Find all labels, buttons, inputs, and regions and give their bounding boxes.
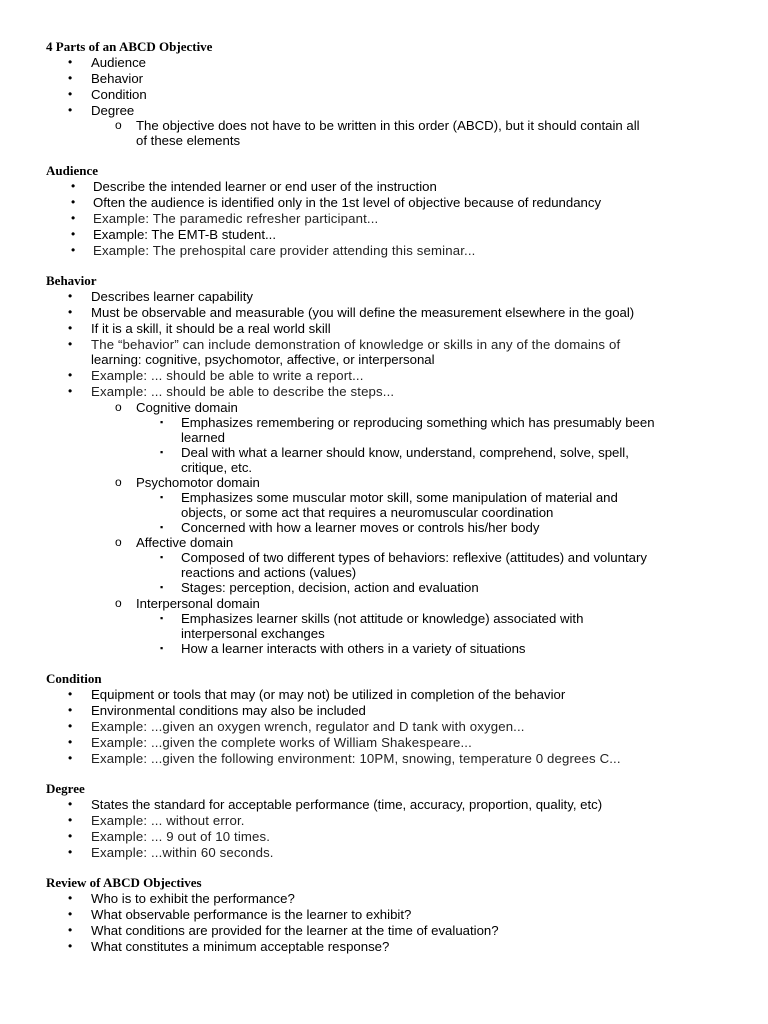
list-item: Often the audience is identified only in the 1st level of objective because of redundancy [93,195,602,210]
bullet-icon: • [68,829,73,843]
bullet-icon: • [68,687,73,701]
list-item: Example: ... 9 out of 10 times. [91,829,271,844]
bullet-icon: • [68,891,73,905]
bullet-icon: • [68,797,73,811]
bullet-icon: • [71,227,76,241]
domain-line: objects, or some act that requires a neuromuscular coordination [181,505,554,520]
square-bullet-icon: ▪ [160,582,164,592]
bullet-icon: • [68,337,73,351]
bullet-icon: • [68,55,73,69]
list-item: Equipment or tools that may (or may not) be utilized in completion of the behavior [91,687,566,702]
square-bullet-icon: ▪ [160,417,164,427]
bullet-icon: • [68,305,73,319]
section-heading-degree: Degree [46,781,85,796]
bullet-icon: • [71,179,76,193]
bullet-icon: • [68,751,73,765]
section-heading-review: Review of ABCD Objectives [46,875,202,890]
bullet-icon: • [68,939,73,953]
bullet-icon: • [68,103,73,117]
bullet-icon: • [68,384,73,398]
domain-label: Cognitive domain [136,400,238,415]
domain-line: Emphasizes learner skills (not attitude or knowledge) associated with [181,611,584,626]
list-item: Example: The prehospital care provider attending this seminar... [93,243,476,258]
section-heading-condition: Condition [46,671,102,686]
domain-line: Deal with what a learner should know, understand, comprehend, solve, spell, [181,445,629,460]
list-item: Example: The paramedic refresher participant... [93,211,379,226]
list-item: Who is to exhibit the performance? [91,891,295,906]
bullet-icon: • [68,321,73,335]
list-item: The “behavior” can include demonstration of knowledge or skills in any of the domains of [91,337,621,352]
list-item: Example: ...given the complete works of William Shakespeare... [91,735,472,750]
domain-line: Concerned with how a learner moves or controls his/her body [181,520,540,535]
circle-bullet-icon: o [115,400,122,414]
section-heading-parts: 4 Parts of an ABCD Objective [46,39,213,54]
circle-bullet-icon: o [115,535,122,549]
bullet-icon: • [68,735,73,749]
bullet-icon: • [68,368,73,382]
sub-item-line: The objective does not have to be written in this order (ABCD), but it should contain all [136,118,640,133]
circle-bullet-icon: o [115,118,122,132]
domain-label: Psychomotor domain [136,475,260,490]
square-bullet-icon: ▪ [160,522,164,532]
domain-line: How a learner interacts with others in a variety of situations [181,641,526,656]
bullet-icon: • [68,813,73,827]
domain-line: Emphasizes some muscular motor skill, some manipulation of material and [181,490,618,505]
domain-line: Emphasizes remembering or reproducing something which has presumably been [181,415,655,430]
domain-line: critique, etc. [181,460,253,475]
square-bullet-icon: ▪ [160,447,164,457]
bullet-icon: • [68,87,73,101]
list-item: Must be observable and measurable (you will define the measurement elsewhere in the goal) [91,305,635,320]
section-heading-behavior: Behavior [46,273,97,288]
bullet-icon: • [68,71,73,85]
list-item: Example: ... without error. [91,813,245,828]
square-bullet-icon: ▪ [160,643,164,653]
list-item: Degree [91,103,135,118]
list-item: Example: ... should be able to write a report... [91,368,364,383]
domain-label: Affective domain [136,535,234,550]
list-item: Describe the intended learner or end user of the instruction [93,179,437,194]
list-item: Audience [91,55,146,70]
list-item: Behavior [91,71,144,86]
bullet-icon: • [71,243,76,257]
list-item-continued: learning: cognitive, psychomotor, affective, or interpersonal [91,352,435,367]
list-item: Describes learner capability [91,289,253,304]
domain-line: learned [181,430,225,445]
circle-bullet-icon: o [115,596,122,610]
bullet-icon: • [68,719,73,733]
list-item: Example: ...within 60 seconds. [91,845,274,860]
list-item: What observable performance is the learner to exhibit? [91,907,412,922]
list-item: Example: ... should be able to describe the steps... [91,384,395,399]
bullet-icon: • [71,195,76,209]
sub-item-line: of these elements [136,133,241,148]
circle-bullet-icon: o [115,475,122,489]
domain-line: Composed of two different types of behaviors: reflexive (attitudes) and voluntary [181,550,647,565]
domain-line: interpersonal exchanges [181,626,325,641]
list-item: Condition [91,87,147,102]
bullet-icon: • [71,211,76,225]
bullet-icon: • [68,907,73,921]
square-bullet-icon: ▪ [160,552,164,562]
list-item: Environmental conditions may also be included [91,703,366,718]
bullet-icon: • [68,289,73,303]
bullet-icon: • [68,703,73,717]
list-item: States the standard for acceptable performance (time, accuracy, proportion, quality, etc) [91,797,603,812]
domain-label: Interpersonal domain [136,596,260,611]
list-item: If it is a skill, it should be a real world skill [91,321,331,336]
list-item: Example: The EMT-B student... [93,227,276,242]
list-item: What constitutes a minimum acceptable response? [91,939,390,954]
list-item: Example: ...given an oxygen wrench, regulator and D tank with oxygen... [91,719,525,734]
bullet-icon: • [68,923,73,937]
domain-line: reactions and actions (values) [181,565,357,580]
square-bullet-icon: ▪ [160,613,164,623]
section-heading-audience: Audience [46,163,98,178]
domain-line: Stages: perception, decision, action and evaluation [181,580,479,595]
list-item: Example: ...given the following environment: 10PM, snowing, temperature 0 degrees C... [91,751,621,766]
square-bullet-icon: ▪ [160,492,164,502]
list-item: What conditions are provided for the learner at the time of evaluation? [91,923,499,938]
bullet-icon: • [68,845,73,859]
